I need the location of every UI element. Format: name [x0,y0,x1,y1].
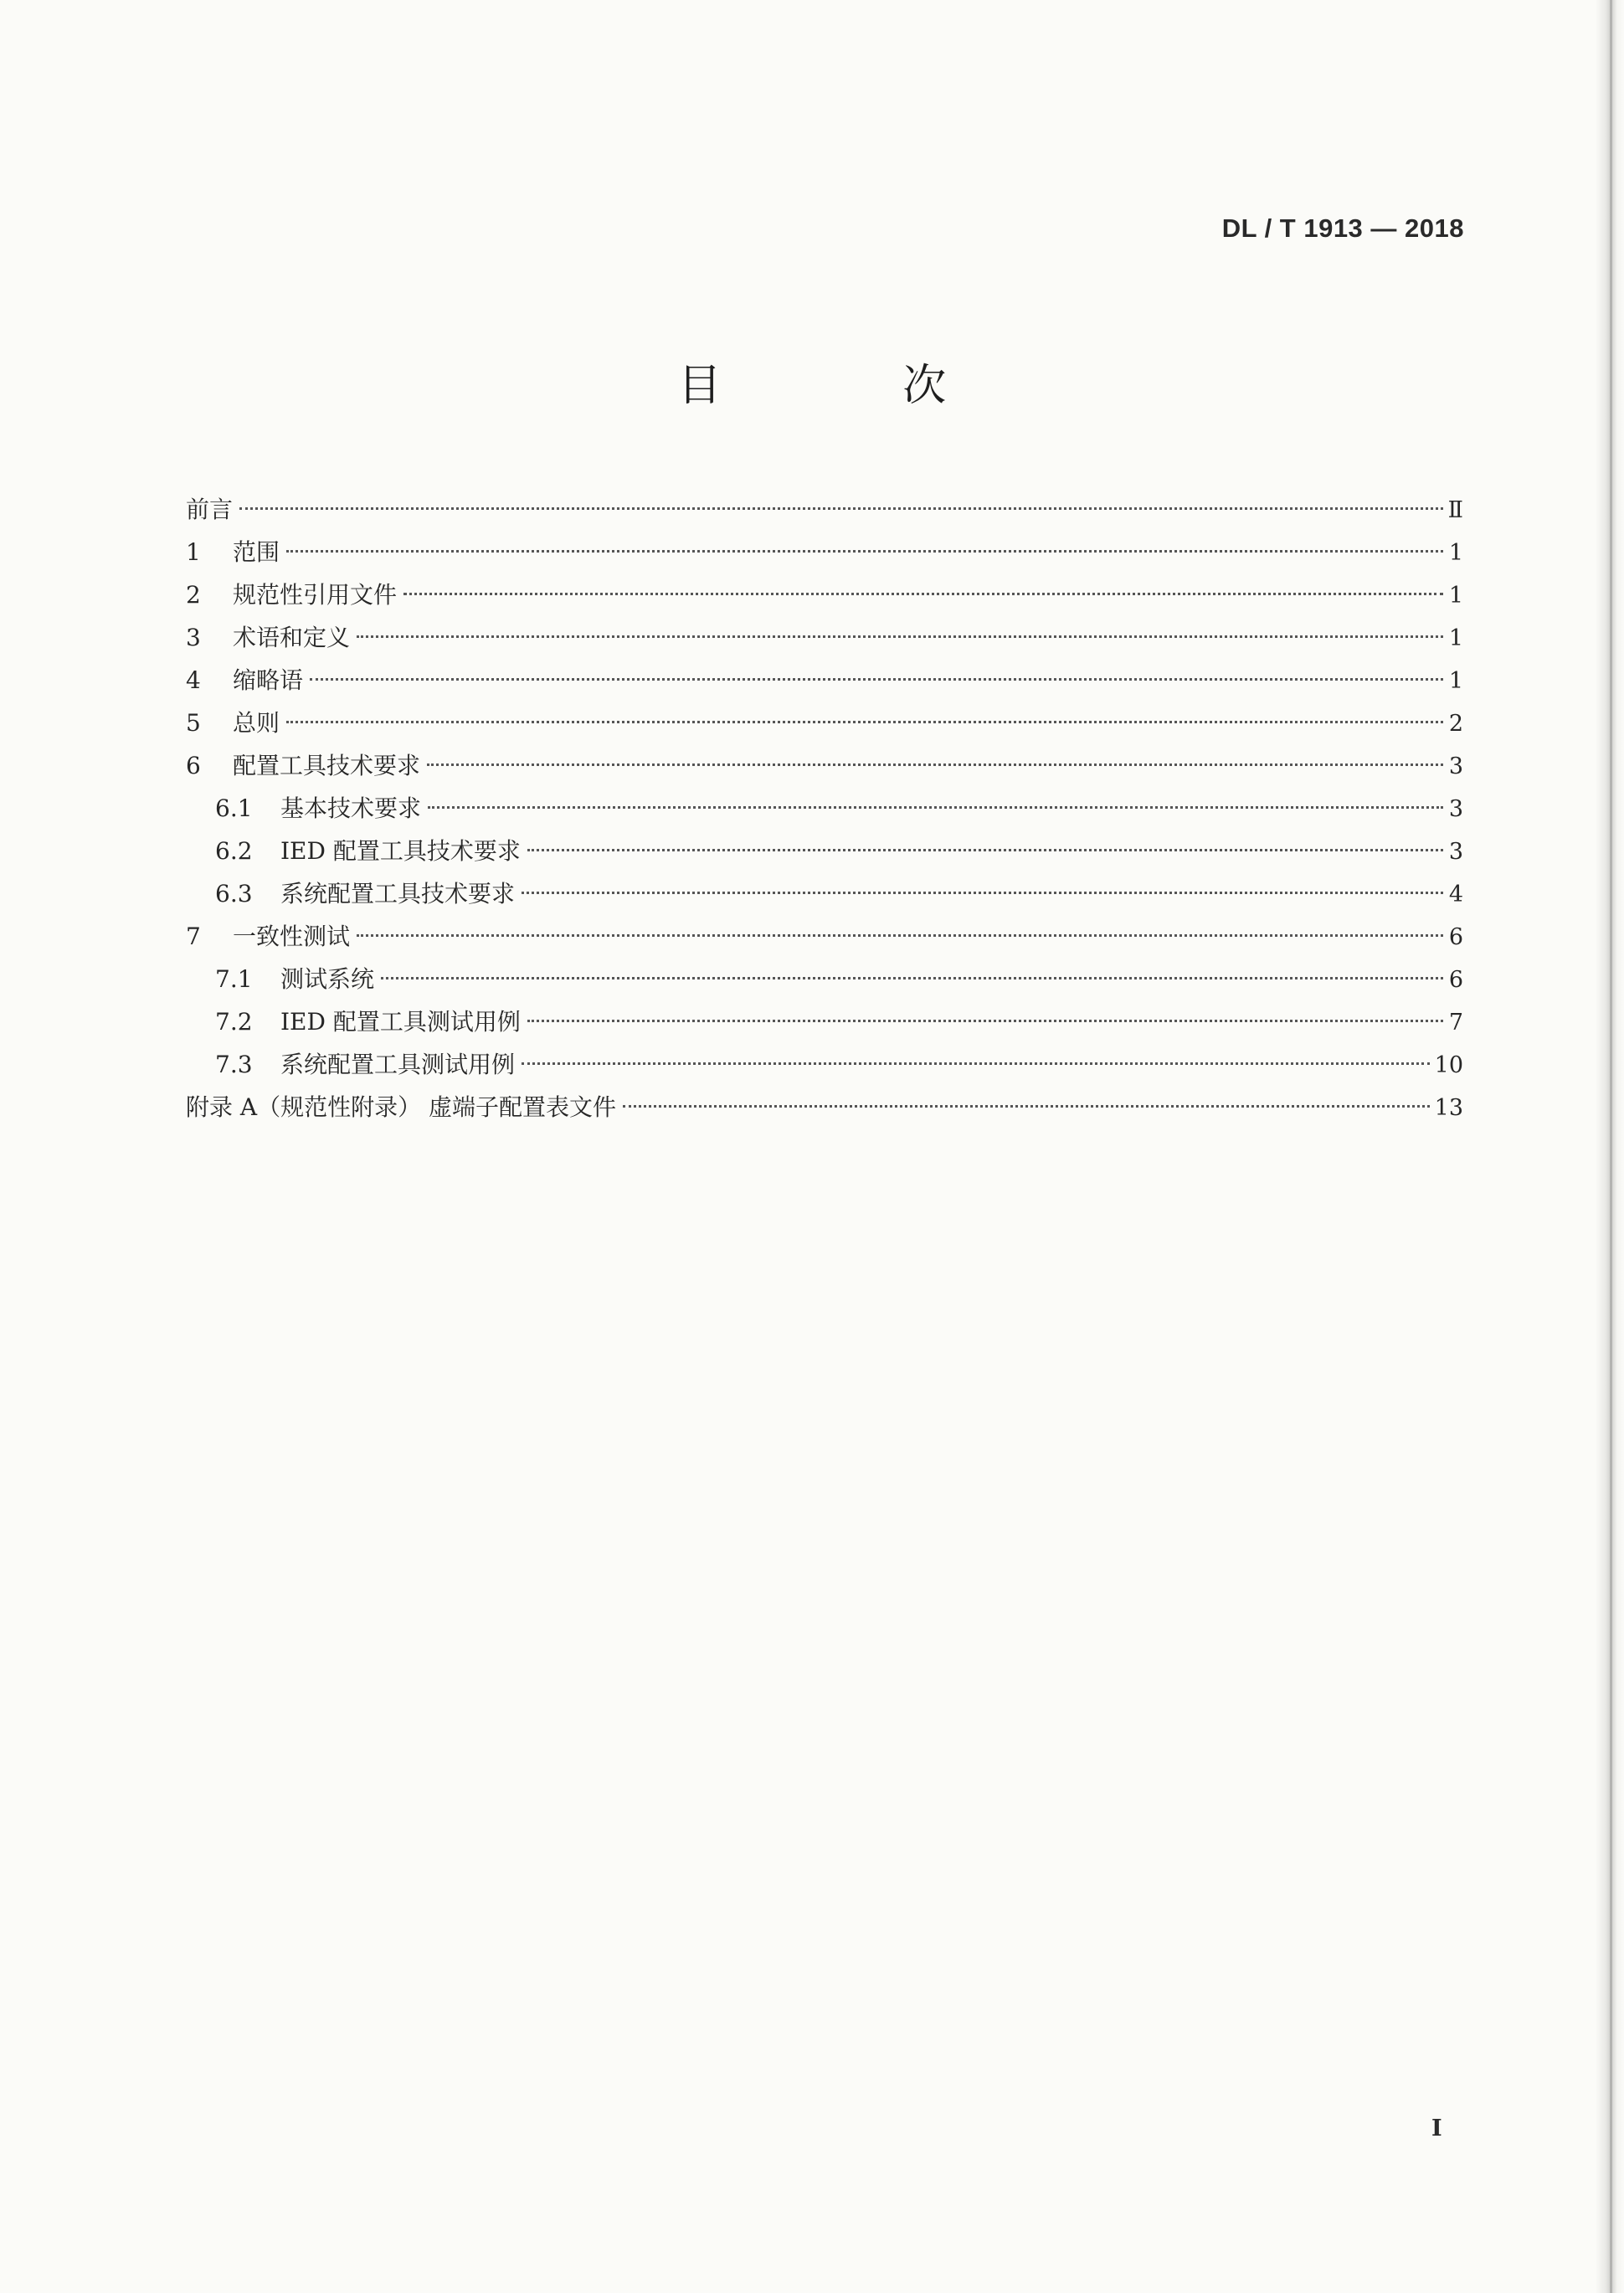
toc-entry-label: 测试系统 [280,965,375,993]
toc-entry-number: 3 [186,624,201,651]
toc-entry-page: 1 [1448,625,1463,651]
toc-entry[interactable] [186,744,1463,787]
toc-entry-label: 系统配置工具技术要求 [280,880,516,907]
toc-entry-label: 基本技术要求 [280,794,422,822]
toc-dot-leader [310,678,1443,681]
toc-entry-number: 7 [186,923,201,950]
toc-entry[interactable] [186,702,1463,744]
toc-dot-leader [357,635,1443,638]
toc-entry-number: 2 [186,581,201,609]
toc-entry[interactable] [186,872,1463,915]
page-edge-shadow [1610,0,1612,2293]
toc-entry-page: 4 [1448,882,1463,907]
table-of-contents [186,488,1463,1129]
page-title: 目 次 [677,361,1030,411]
toc-entry-page: 1 [1448,668,1463,694]
toc-dot-leader [427,763,1443,766]
toc-dot-leader [522,1062,1430,1065]
toc-entry-label: 规范性引用文件 [233,581,398,609]
toc-entry-label: 附录 A（规范性附录） 虚端子配置表文件 [186,1093,617,1121]
toc-entry[interactable] [186,616,1463,659]
toc-entry-label: 总则 [233,709,280,737]
toc-entry-label: IED 配置工具测试用例 [280,1008,521,1036]
toc-entry[interactable] [186,659,1463,702]
toc-dot-leader [239,507,1443,510]
toc-dot-leader [403,593,1443,595]
toc-dot-leader [527,849,1443,851]
toc-entry-page: 1 [1448,583,1463,609]
toc-entry[interactable] [186,488,1463,531]
toc-entry-number: 4 [186,666,201,694]
toc-entry-number: 6.1 [215,794,253,822]
toc-dot-leader [527,1020,1443,1022]
toc-entry[interactable] [186,787,1463,830]
page-number: I [1431,2116,1442,2141]
toc-entry-number: 7.3 [215,1051,253,1078]
toc-entry[interactable] [186,1086,1463,1129]
toc-entry-label: 术语和定义 [233,624,351,651]
toc-entry-number: 6.2 [215,837,253,865]
toc-entry[interactable] [186,915,1463,958]
toc-entry-page: 2 [1448,711,1463,737]
toc-entry-number: 7.2 [215,1008,253,1036]
toc-entry-page: 10 [1434,1052,1463,1078]
toc-entry-label: 缩略语 [233,666,304,694]
toc-entry[interactable] [186,573,1463,616]
toc-entry-page: 6 [1448,924,1463,950]
toc-entry-number: 6 [186,752,201,779]
toc-entry-page: 3 [1448,796,1463,822]
toc-dot-leader [522,892,1443,894]
toc-entry[interactable] [186,958,1463,1000]
toc-dot-leader [357,934,1443,937]
toc-entry-page: 1 [1448,540,1463,566]
toc-entry-page: Ⅱ [1447,497,1463,523]
toc-entry-label: 系统配置工具测试用例 [280,1051,516,1078]
toc-entry-label: IED 配置工具技术要求 [280,837,521,865]
toc-entry-label: 前言 [186,496,234,523]
toc-entry[interactable] [186,1043,1463,1086]
toc-entry[interactable] [186,830,1463,872]
toc-entry-page: 13 [1434,1095,1463,1121]
toc-entry-label: 配置工具技术要求 [233,752,421,779]
toc-entry-page: 7 [1448,1010,1463,1036]
toc-dot-leader [286,721,1443,723]
toc-entry-number: 5 [186,709,201,737]
toc-entry[interactable] [186,1000,1463,1043]
toc-entry-label: 范围 [233,538,280,566]
toc-entry-label: 一致性测试 [233,923,351,950]
toc-entry-number: 7.1 [215,965,253,993]
toc-dot-leader [286,550,1443,553]
toc-entry-page: 3 [1448,839,1463,865]
toc-entry-number: 1 [186,538,201,566]
toc-dot-leader [623,1105,1430,1108]
standard-code: DL / T 1913 — 2018 [1221,213,1464,243]
toc-entry-number: 6.3 [215,880,253,907]
toc-dot-leader [381,977,1443,979]
toc-entry-page: 6 [1448,967,1463,993]
toc-entry[interactable] [186,531,1463,573]
toc-entry-page: 3 [1448,753,1463,779]
toc-dot-leader [428,806,1443,809]
